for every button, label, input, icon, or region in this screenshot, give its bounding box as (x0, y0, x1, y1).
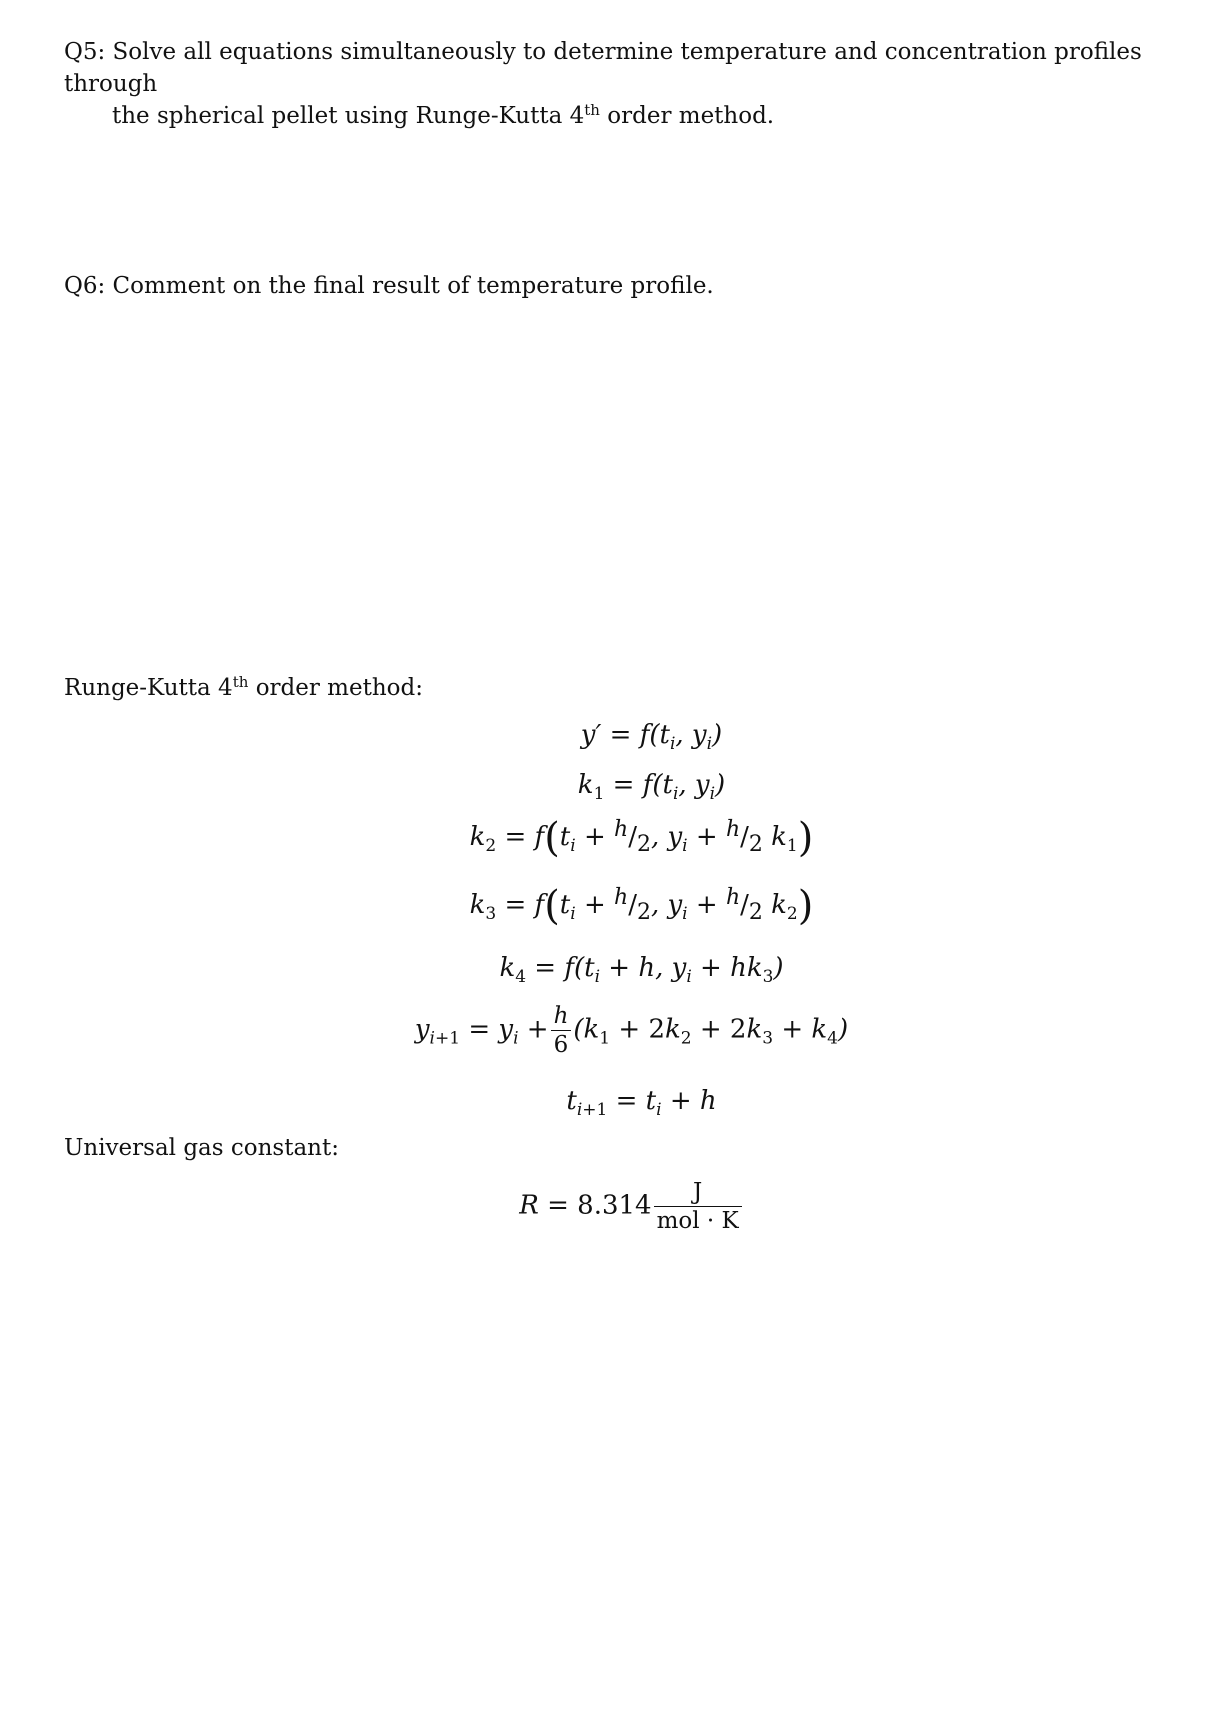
equation-k1: $k_1 = f(t_i$, $y_i$) (577, 770, 726, 804)
question-5 (64, 36, 1184, 132)
q5-line1: Q5: Solve all equations simultaneously to determine temperature and concentration profiles through (64, 39, 1142, 97)
question-6: Q6: Comment on the final result of temperature profile. (64, 273, 714, 299)
equation-t-update: $t_{i+1} = t_i + h$ (566, 1086, 717, 1120)
gas-constant-heading: Universal gas constant: (64, 1135, 339, 1161)
equation-k4: $k_4 = f(t_i + h$, $y_i + hk_3$) (499, 953, 784, 987)
equation-gas-constant: R = 8.314 $\frac{J}{\text{mol · K}}$ (20, 1178, 1223, 1235)
equation-ode: $y' = f(t_i$, $y_i$) (580, 720, 723, 754)
rk-method-heading: Runge-Kutta 4th order method: (64, 673, 423, 701)
q5-line2: the spherical pellet using Runge-Kutta 4th order method. (112, 101, 775, 129)
equation-k3: $k_3 = f(t_i + ^h/_2$, $y_i + ^h/_2$ $k_2$) (469, 883, 814, 929)
equation-k2: $k_2 = f(t_i + ^h/_2$, $y_i + ^h/_2$ $k_1$) (469, 815, 814, 861)
equation-y-update: $y_{i+1} = y_i$ + $\frac{h}{6}$ $(k_1 + 2k_2 + 2k_3 + k_4)$ (414, 1003, 849, 1058)
